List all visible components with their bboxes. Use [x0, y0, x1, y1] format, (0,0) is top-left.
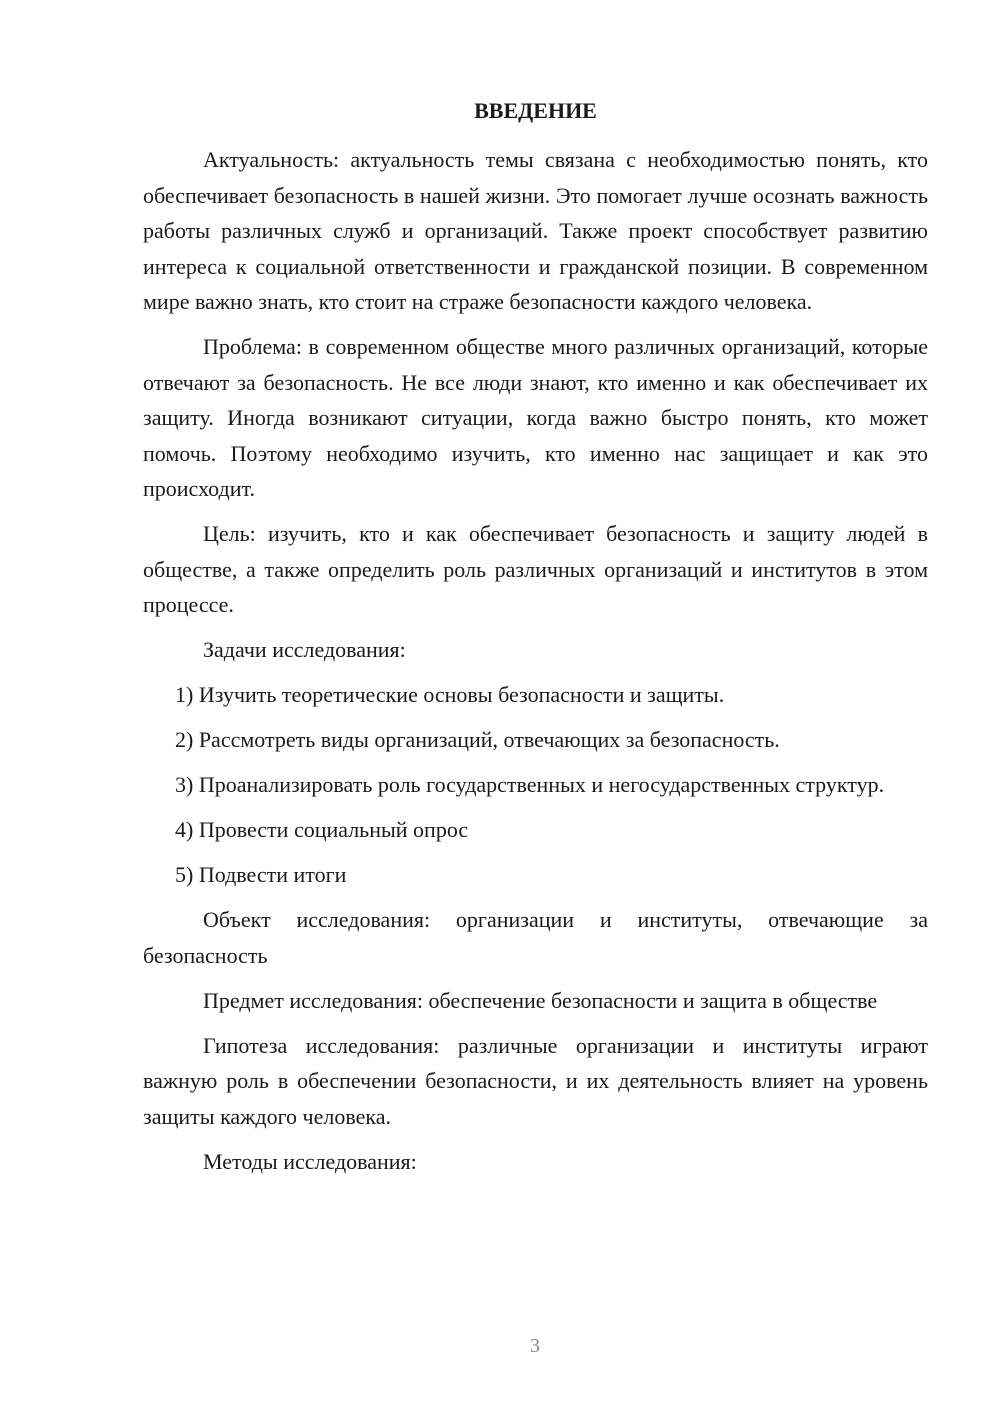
- task-item-2: 2) Рассмотреть виды организаций, отвечающих за безопасность.: [175, 727, 780, 752]
- task-item-5: 5) Подвести итоги: [175, 862, 347, 887]
- task-item-3: 3) Проанализировать роль государственных и негосударственных структур.: [175, 772, 885, 797]
- page-number: 3: [530, 1335, 540, 1357]
- task-item-1: 1) Изучить теоретические основы безопасности и защиты.: [175, 682, 725, 707]
- task-item-4: 4) Провести социальный опрос: [175, 817, 469, 842]
- paragraph-object: Объект исследования: организации и институты, отвечающие за безопасность: [143, 907, 928, 968]
- paragraph-methods: Методы исследования:: [203, 1148, 417, 1174]
- paragraph-hypothesis: Гипотеза исследования: различные организации и институты играют важную роль в обеспечении безопасности, и их деятельность влияет на уровень защиты каждого человека.: [143, 1032, 928, 1129]
- paragraph-subject: Предмет исследования: обеспечение безопасности и защита в обществе: [203, 987, 878, 1013]
- document-title: ВВЕДЕНИЕ: [474, 98, 597, 123]
- paragraph-relevance: Актуальность: актуальность темы связана с необходимостью понять, кто обеспечивает безопасность в нашей жизни. Это помогает лучше осознать важность работы различных служб и организаций. Также проект способствует развитию интереса к социальной ответственности и гражданской позиции. В современном мире важно знать, кто стоит на страже безопасности каждого человека.: [143, 147, 928, 314]
- paragraph-problem: Проблема: в современном обществе много различных организаций, которые отвечают за безопасность. Не все люди знают, кто именно и как обеспечивает их защиту. Иногда возникают ситуации, когда важно быстро понять, кто может помочь. Поэтому необходимо изучить, кто именно нас защищает и как это происходит.: [143, 334, 928, 501]
- paragraph-goal: Цель: изучить, кто и как обеспечивает безопасность и защиту людей в обществе, а также определить роль различных организаций и институтов в этом процессе.: [143, 521, 928, 617]
- paragraph-tasks-heading: Задачи исследования:: [203, 637, 406, 662]
- document-body: [143, 142, 928, 1189]
